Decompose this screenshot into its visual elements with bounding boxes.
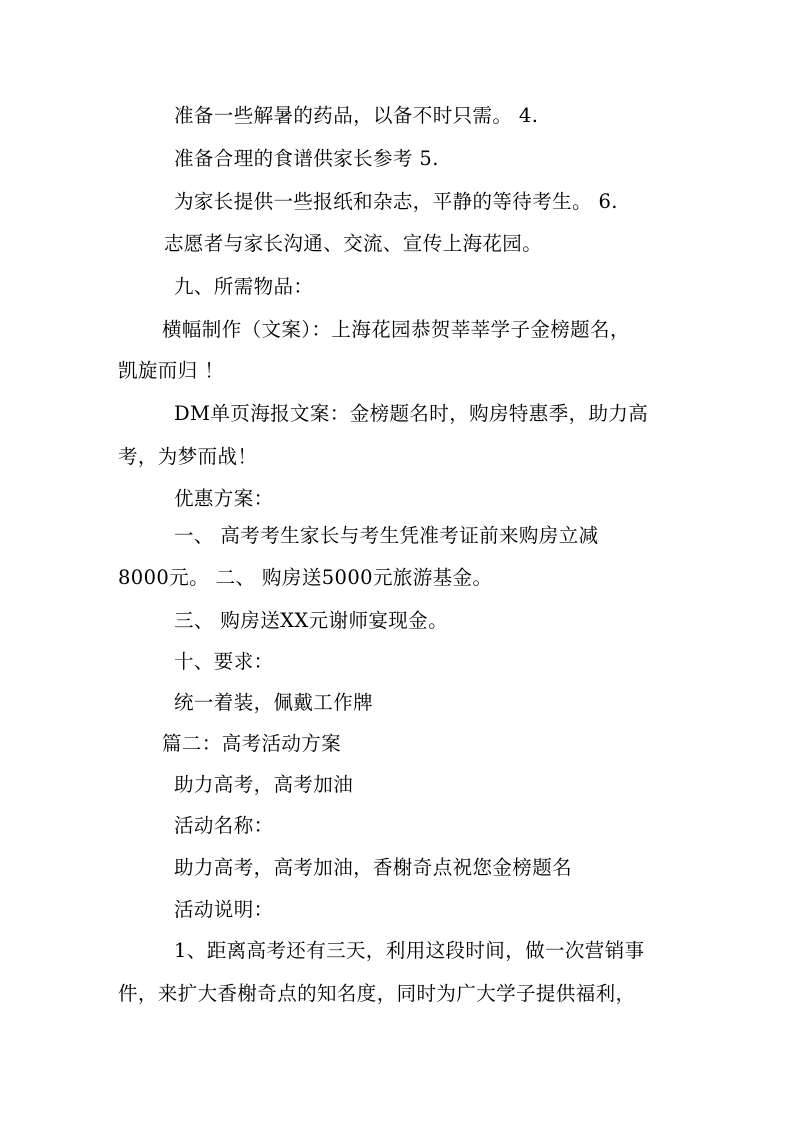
text-line: DM单页海报文案：金榜题名时，购房特惠季，助力高 xyxy=(174,402,649,425)
text-line: 件，来扩大香榭奇点的知名度，同时为广大学子提供福利， xyxy=(118,982,636,1005)
text-line: 助力高考，高考加油 xyxy=(174,773,354,796)
text-line: 活动说明： xyxy=(174,898,274,921)
text-line: 8000元。 二、 购房送5000元旅游基金。 xyxy=(118,566,493,589)
text-line: 横幅制作（文案）：上海花园恭贺莘莘学子金榜题名， xyxy=(162,318,630,341)
text-line: 考，为梦而战！ xyxy=(118,445,258,468)
text-line: 优惠方案： xyxy=(174,487,274,510)
section-heading: 十、要求： xyxy=(174,650,274,673)
text-line: 准备合理的食谱供家长参考 5. xyxy=(174,147,439,170)
text-line: 三、 购房送XX元谢师宴现金。 xyxy=(174,609,448,632)
section-heading: 九、所需物品： xyxy=(174,275,314,298)
section-heading: 篇二：高考活动方案 xyxy=(162,732,342,755)
text-line: 助力高考，高考加油，香榭奇点祝您金榜题名 xyxy=(174,856,573,879)
text-line: 为家长提供一些报纸和杂志，平静的等待考生。 6. xyxy=(174,190,618,213)
text-line: 活动名称： xyxy=(174,814,274,837)
text-line: 1、距离高考还有三天，利用这段时间，做一次营销事 xyxy=(174,939,645,962)
text-line: 准备一些解暑的药品，以备不时只需。 4. xyxy=(174,104,539,127)
text-line: 志愿者与家长沟通、交流、宣传上海花园。 xyxy=(164,232,543,255)
text-line: 凯旋而归 ！ xyxy=(118,359,225,382)
text-line: 统一着装，佩戴工作牌 xyxy=(174,691,374,714)
text-line: 一、 高考考生家长与考生凭准考证前来购房立减 xyxy=(174,524,599,547)
